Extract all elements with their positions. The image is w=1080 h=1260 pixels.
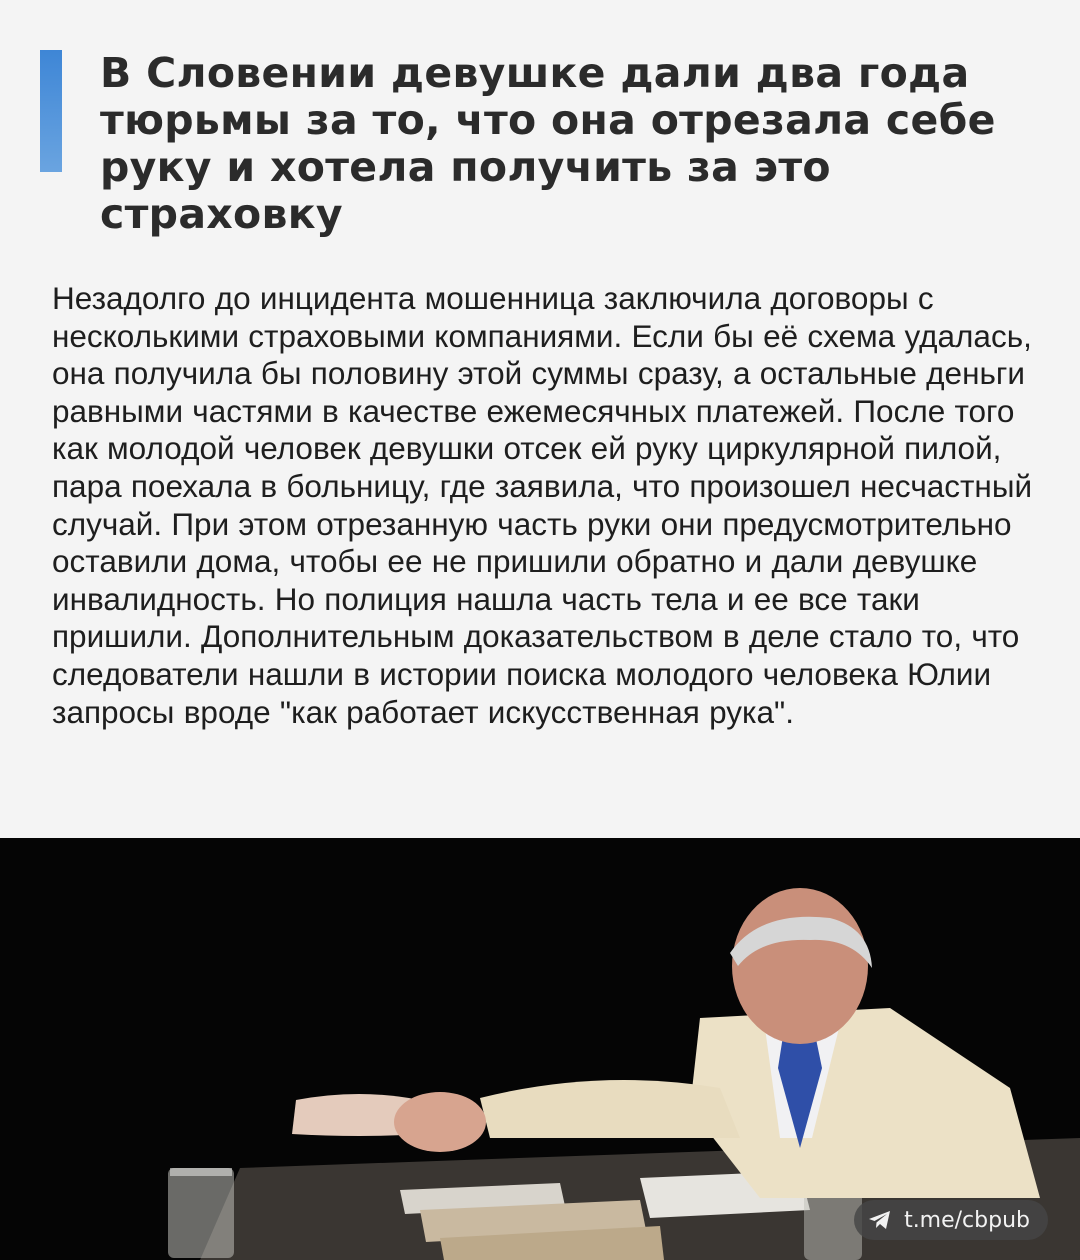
- channel-link[interactable]: t.me/cbpub: [904, 1207, 1030, 1233]
- telegram-icon: [866, 1206, 894, 1234]
- post-headline: В Словении девушке дали два года тюрьмы за то, что она отрезала себе руку и хотела получить за это страховку: [100, 49, 996, 238]
- post-photo: [0, 838, 1080, 1260]
- channel-badge[interactable]: [854, 1200, 1048, 1240]
- accent-bar: [40, 50, 62, 172]
- photo-illustration: [0, 838, 1080, 1260]
- post-body: Незадолго до инцидента мошенница заключила договоры с несколькими страховыми компаниями. Если бы её схема удалась, она получила бы половину этой суммы сразу, а остальные деньги равными частями в качестве ежемесячных платежей. После того как молодой человек девушки отсек ей руку циркулярной пилой, пара поехала в больницу, где заявила, что произошел несчастный случай. При этом отрезанную часть руки они предусмотрительно оставили дома, чтобы ее не пришили обратно и дали девушке инвалидность. Но полиция нашла часть тела и ее все таки пришили. Дополнительным доказательством в деле стало то, что следователи нашли в истории поиска молодого человека Юлии запросы вроде "как работает искусственная рука".: [52, 280, 1033, 730]
